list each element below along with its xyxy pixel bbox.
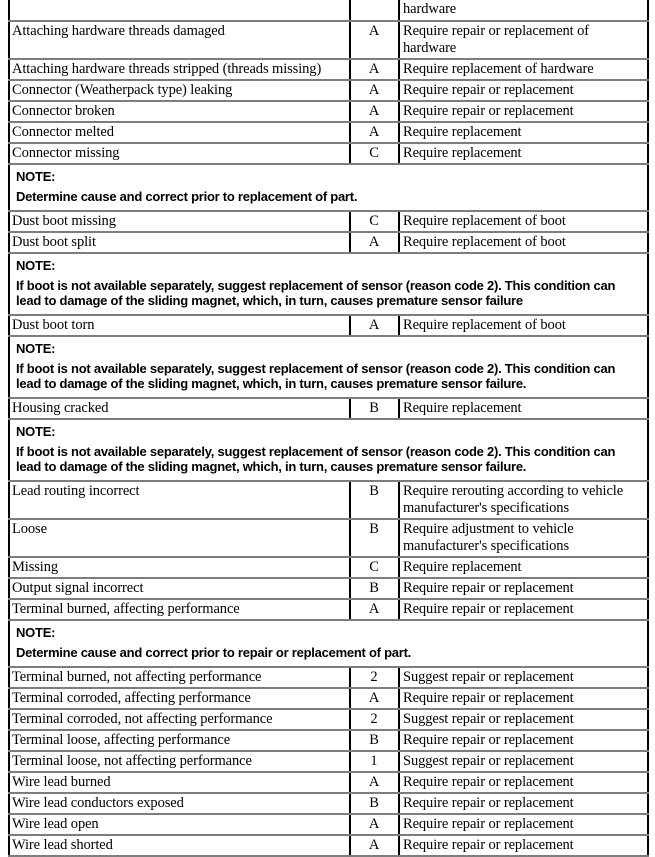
note-label: NOTE: <box>16 625 56 640</box>
action-cell: Require repair or replacement <box>399 599 648 620</box>
action-cell: Require replacement <box>399 143 648 164</box>
table-row <box>9 315 648 336</box>
table-row <box>9 59 648 80</box>
action-cell: Require repair or replacement <box>399 793 648 814</box>
action-cell: Require repair or replacement <box>399 730 648 751</box>
condition-cell: Wire lead conductors exposed <box>9 793 350 814</box>
code-cell: A <box>350 688 399 709</box>
table-row <box>9 398 648 419</box>
table-row <box>9 835 648 856</box>
action-cell: Suggest repair or replacement <box>399 667 648 688</box>
table-row <box>9 709 648 730</box>
note-cell <box>9 620 648 667</box>
code-cell: A <box>350 814 399 835</box>
note-cell <box>9 336 648 398</box>
code-cell: B <box>350 793 399 814</box>
note-text: If boot is not available separately, suggest replacement of sensor (reason code 2). This condition can lead to damage of the sliding magnet, which, in turn, causes premature sensor failure <box>16 278 616 308</box>
action-cell: Require repair or replacement <box>399 814 648 835</box>
code-cell: A <box>350 772 399 793</box>
code-cell: A <box>350 599 399 620</box>
table-row <box>9 21 648 59</box>
condition-cell: Terminal loose, not affecting performance <box>9 751 350 772</box>
action-cell: Require replacement of boot <box>399 211 648 232</box>
table-row <box>9 211 648 232</box>
action-cell: Suggest repair or replacement <box>399 751 648 772</box>
note-row <box>9 336 648 398</box>
condition-cell: Connector (Weatherpack type) leaking <box>9 80 350 101</box>
condition-cell: Wire lead open <box>9 814 350 835</box>
table-row <box>9 730 648 751</box>
note-text: Determine cause and correct prior to replacement of part. <box>16 189 358 204</box>
condition-cell: Dust boot split <box>9 232 350 253</box>
condition-cell: Terminal corroded, not affecting performance <box>9 709 350 730</box>
condition-cell: Wire lead shorted <box>9 835 350 856</box>
action-cell: Require repair or replacement <box>399 688 648 709</box>
condition-cell <box>9 0 350 21</box>
table-row <box>9 751 648 772</box>
code-cell <box>350 0 399 21</box>
condition-cell: Terminal loose, affecting performance <box>9 730 350 751</box>
code-cell: C <box>350 143 399 164</box>
action-cell: Require repair or replacement <box>399 835 648 856</box>
note-text: If boot is not available separately, suggest replacement of sensor (reason code 2). This condition can lead to damage of the sliding magnet, which, in turn, causes premature sensor failure. <box>16 444 616 474</box>
action-cell: Require replacement of boot <box>399 315 648 336</box>
code-cell: B <box>350 578 399 599</box>
table-row <box>9 122 648 143</box>
condition-cell: Dust boot torn <box>9 315 350 336</box>
code-cell: 2 <box>350 709 399 730</box>
action-cell: Require replacement <box>399 122 648 143</box>
condition-cell: Lead routing incorrect <box>9 481 350 519</box>
note-text: If boot is not available separately, suggest replacement of sensor (reason code 2). This condition can lead to damage of the sliding magnet, which, in turn, causes premature sensor failure. <box>16 361 616 391</box>
table-row <box>9 688 648 709</box>
action-cell: Suggest repair or replacement <box>399 709 648 730</box>
condition-cell: Terminal burned, not affecting performance <box>9 667 350 688</box>
condition-cell: Connector melted <box>9 122 350 143</box>
code-cell: A <box>350 101 399 122</box>
code-cell: C <box>350 211 399 232</box>
table-row <box>9 667 648 688</box>
table-row <box>9 232 648 253</box>
table-row <box>9 772 648 793</box>
action-cell: Require repair or replacement <box>399 578 648 599</box>
code-cell: A <box>350 122 399 143</box>
action-cell: Require adjustment to vehicle manufacturer's specifications <box>399 519 648 557</box>
note-label: NOTE: <box>16 169 56 184</box>
note-row <box>9 620 648 667</box>
action-cell: Require replacement of hardware <box>399 59 648 80</box>
inspection-conditions-table <box>8 0 649 857</box>
note-row <box>9 253 648 315</box>
code-cell: B <box>350 398 399 419</box>
table-row <box>9 143 648 164</box>
note-label: NOTE: <box>16 258 56 273</box>
code-cell: A <box>350 232 399 253</box>
condition-cell: Output signal incorrect <box>9 578 350 599</box>
action-cell: Require repair or replacement of hardware <box>399 21 648 59</box>
action-cell: Require repair or replacement <box>399 772 648 793</box>
condition-cell: Terminal burned, affecting performance <box>9 599 350 620</box>
action-cell: Require replacement of boot <box>399 232 648 253</box>
note-row <box>9 164 648 211</box>
table-row <box>9 814 648 835</box>
table-row <box>9 599 648 620</box>
action-cell: hardware <box>399 0 648 21</box>
note-row <box>9 419 648 481</box>
note-text: Determine cause and correct prior to repair or replacement of part. <box>16 645 412 660</box>
condition-cell: Wire lead burned <box>9 772 350 793</box>
table-row <box>9 793 648 814</box>
code-cell: B <box>350 481 399 519</box>
condition-cell: Dust boot missing <box>9 211 350 232</box>
condition-cell: Loose <box>9 519 350 557</box>
code-cell: C <box>350 557 399 578</box>
code-cell: A <box>350 835 399 856</box>
condition-cell: Missing <box>9 557 350 578</box>
code-cell: A <box>350 59 399 80</box>
condition-cell: Connector missing <box>9 143 350 164</box>
note-cell <box>9 164 648 211</box>
action-cell: Require repair or replacement <box>399 101 648 122</box>
action-cell: Require rerouting according to vehicle manufacturer's specifications <box>399 481 648 519</box>
condition-cell: Connector broken <box>9 101 350 122</box>
table-body <box>9 0 648 856</box>
condition-cell: Terminal corroded, affecting performance <box>9 688 350 709</box>
code-cell: B <box>350 730 399 751</box>
condition-cell: Attaching hardware threads stripped (threads missing) <box>9 59 350 80</box>
table-row <box>9 578 648 599</box>
code-cell: B <box>350 519 399 557</box>
condition-cell: Housing cracked <box>9 398 350 419</box>
table-row <box>9 80 648 101</box>
action-cell: Require repair or replacement <box>399 80 648 101</box>
table-row <box>9 101 648 122</box>
code-cell: A <box>350 21 399 59</box>
note-cell <box>9 419 648 481</box>
action-cell: Require replacement <box>399 557 648 578</box>
table-row <box>9 519 648 557</box>
code-cell: A <box>350 80 399 101</box>
note-cell <box>9 253 648 315</box>
note-label: NOTE: <box>16 341 56 356</box>
condition-cell: Attaching hardware threads damaged <box>9 21 350 59</box>
code-cell: 1 <box>350 751 399 772</box>
code-cell: A <box>350 315 399 336</box>
table-row <box>9 557 648 578</box>
table-row <box>9 481 648 519</box>
table-row <box>9 0 648 21</box>
note-label: NOTE: <box>16 424 56 439</box>
code-cell: 2 <box>350 667 399 688</box>
action-cell: Require replacement <box>399 398 648 419</box>
